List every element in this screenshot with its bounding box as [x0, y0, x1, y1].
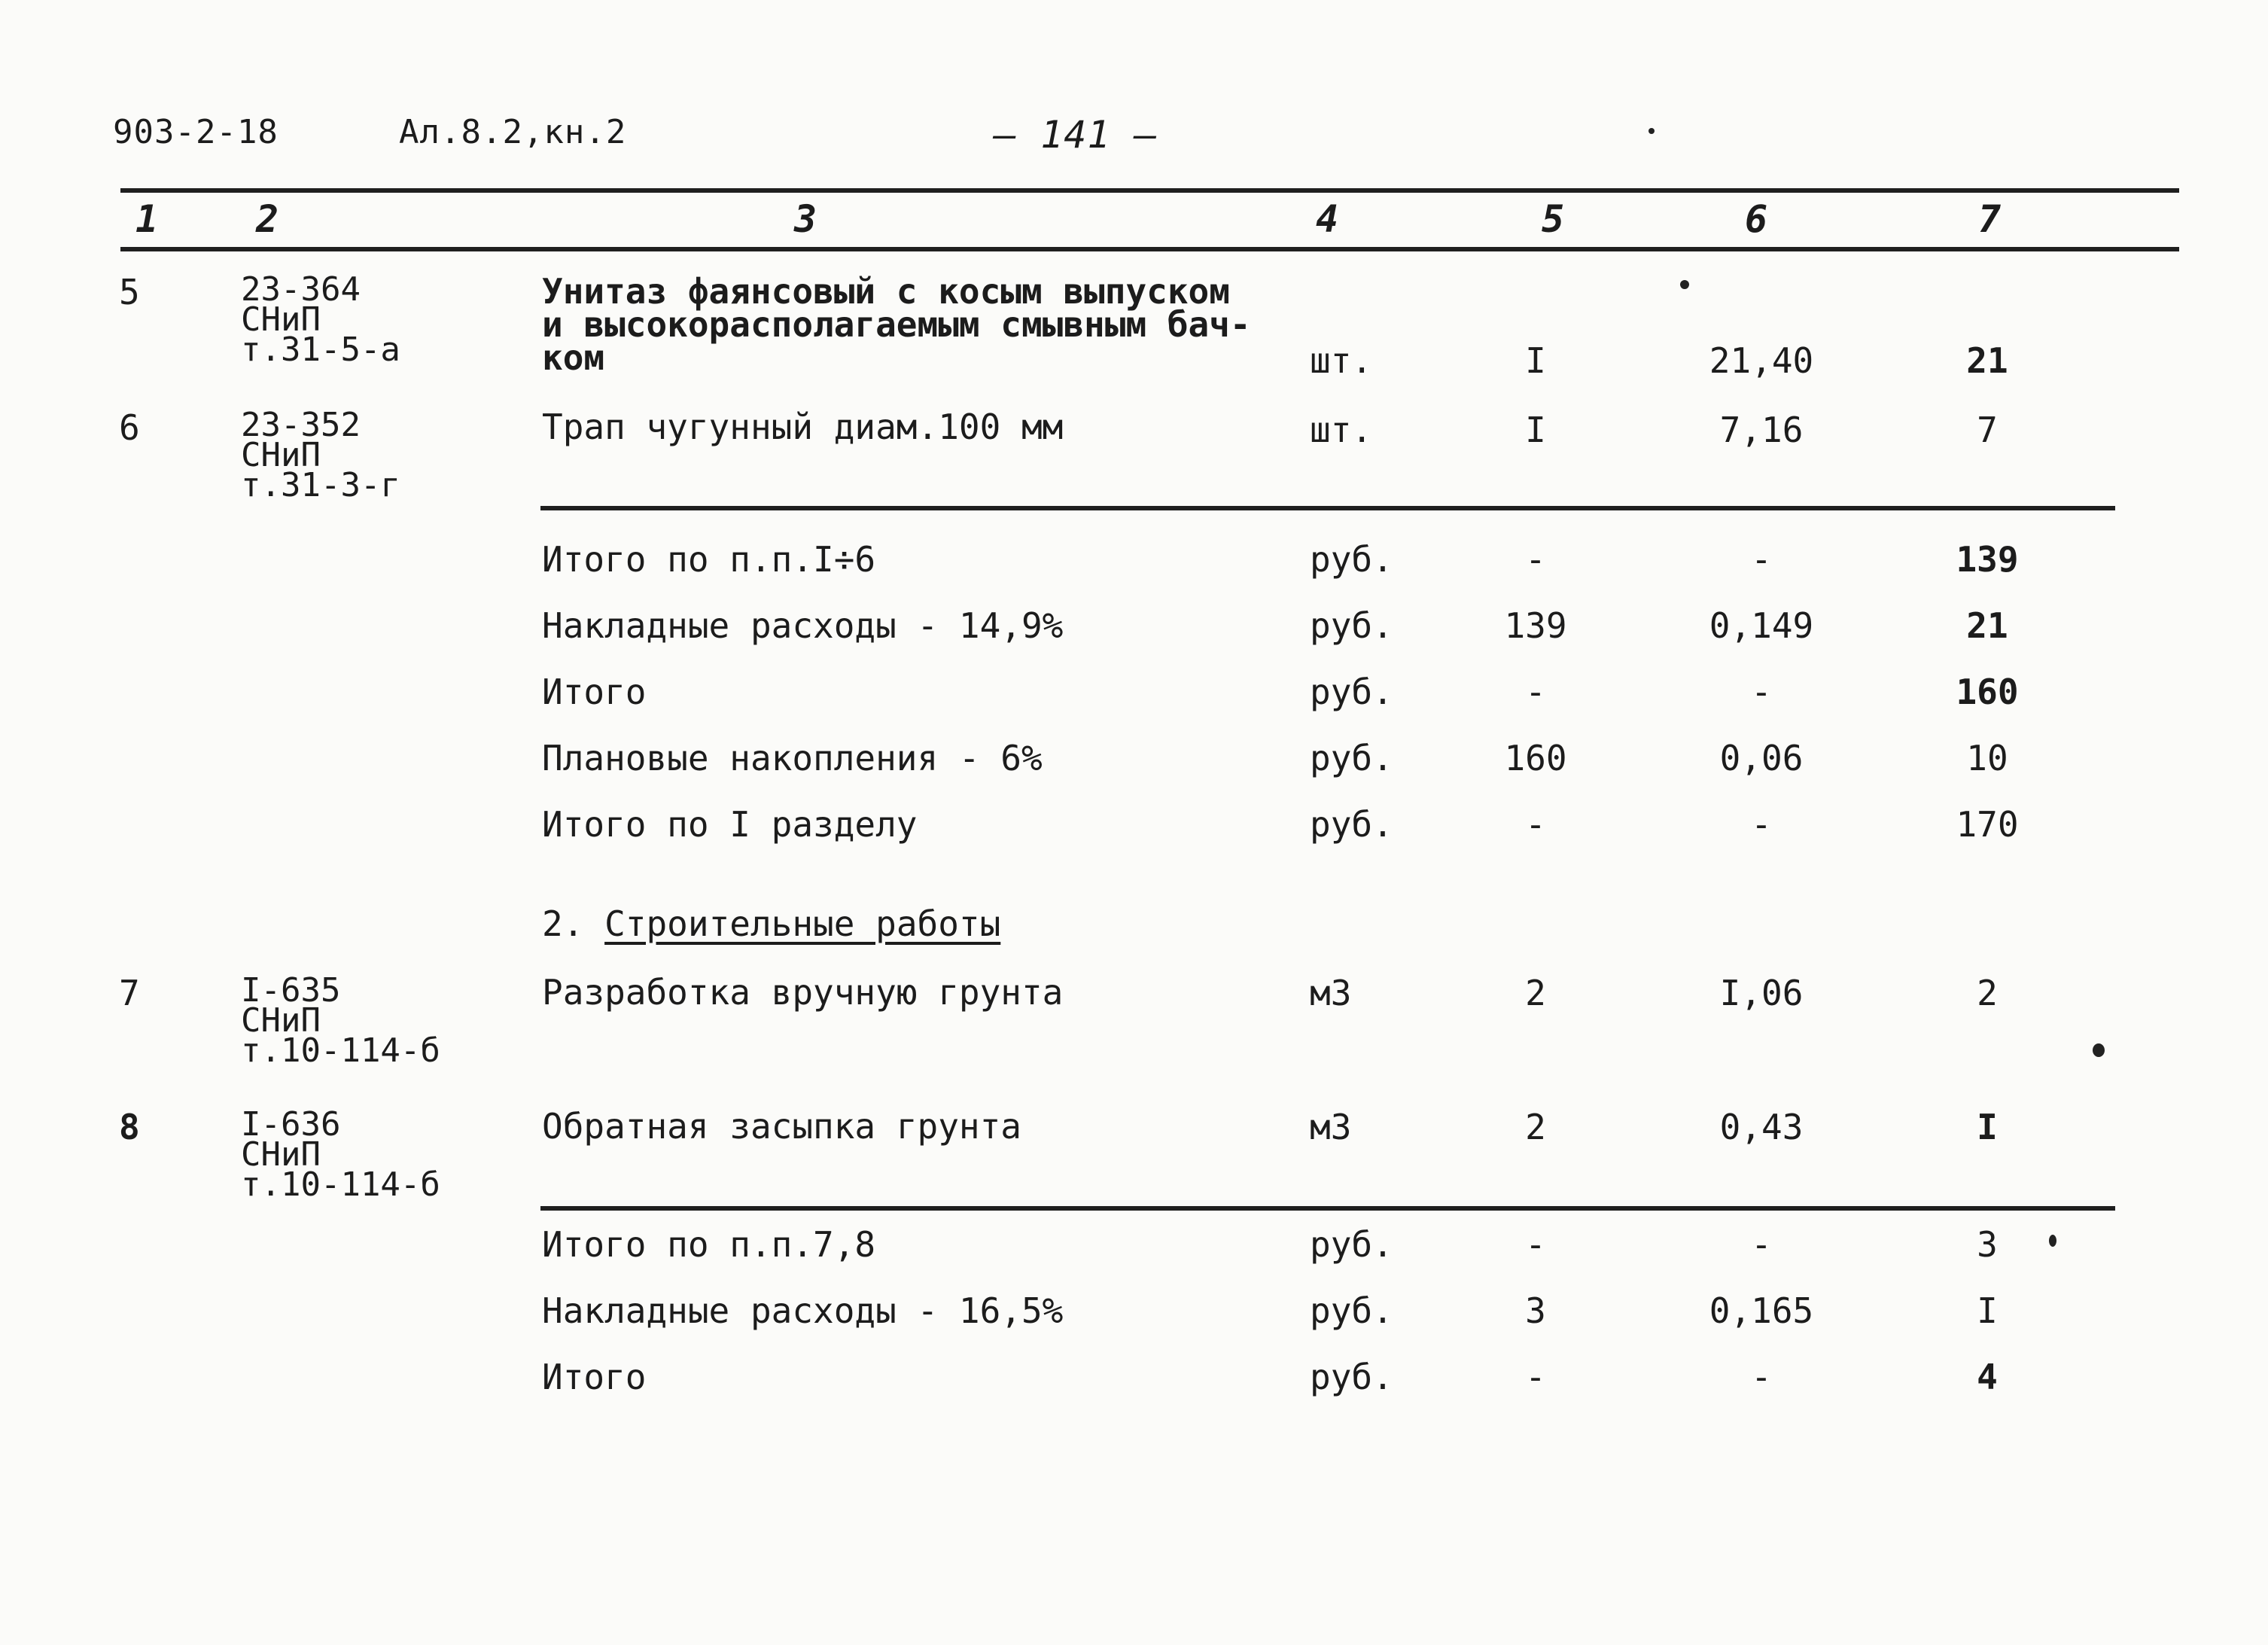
summary-label: Накладные расходы - 16,5% [542, 1290, 1064, 1331]
summary-quantity: 139 [1504, 605, 1567, 646]
summary-unit: руб. [1310, 539, 1393, 580]
summary-label: Итого по п.п.7,8 [542, 1224, 876, 1265]
summary-label: Итого по п.п.I÷6 [542, 539, 876, 580]
unit: м3 [1310, 1107, 1352, 1147]
summary-price: - [1751, 1357, 1772, 1397]
unit-price: 21,40 [1709, 340, 1814, 381]
summary-price: 0,149 [1709, 605, 1814, 646]
summary-label: Итого по I разделу [542, 804, 918, 845]
norm-reference: I-635 СНиП т.10-114-б [241, 971, 440, 1070]
subtotal-rule [540, 1206, 2115, 1211]
summary-price: 0,06 [1719, 738, 1804, 778]
row-number: 6 [119, 407, 140, 448]
item-description: Унитаз фаянсовый с косым выпуском и высокорасполагаемым смывным бач- ком [542, 271, 1251, 378]
summary-quantity: - [1525, 539, 1546, 580]
scan-speck [2049, 1235, 2056, 1247]
summary-price: - [1751, 539, 1772, 580]
summary-label: Накладные расходы - 14,9% [542, 605, 1064, 646]
section-title: Строительные работы [604, 903, 1001, 944]
column-number-4: 4 [1316, 197, 1339, 241]
quantity: I [1525, 340, 1546, 381]
summary-unit: руб. [1310, 1290, 1393, 1331]
document-code: 903-2-18 [113, 113, 279, 151]
summary-total: 4 [1977, 1357, 1998, 1397]
header-bottom-rule [120, 247, 2179, 251]
column-number-1: 1 [135, 197, 159, 241]
summary-total: 139 [1956, 539, 2019, 580]
quantity: 2 [1525, 1107, 1546, 1147]
row-number: 5 [119, 272, 140, 312]
summary-unit: руб. [1310, 672, 1393, 712]
summary-total: 21 [1966, 605, 2008, 646]
summary-total: 10 [1966, 738, 2008, 778]
section-heading [542, 903, 1001, 944]
total: I [1977, 1107, 1998, 1147]
column-number-7: 7 [1978, 197, 2002, 241]
unit: шт. [1310, 340, 1373, 381]
unit: м3 [1310, 973, 1352, 1013]
summary-quantity: 3 [1525, 1290, 1546, 1331]
summary-price: 0,165 [1709, 1290, 1814, 1331]
item-description: Обратная засыпка грунта [542, 1106, 1021, 1147]
section-number: 2. [542, 903, 584, 944]
summary-quantity: 160 [1504, 738, 1567, 778]
total: 2 [1977, 973, 1998, 1013]
album-reference: Ал.8.2,кн.2 [399, 113, 627, 151]
quantity: I [1525, 410, 1546, 450]
summary-price: - [1751, 672, 1772, 712]
row-number: 8 [119, 1107, 140, 1147]
scan-speck [1648, 128, 1655, 134]
norm-reference: 23-364 СНиП т.31-5-а [241, 270, 400, 369]
total: 7 [1977, 410, 1998, 450]
row-number: 7 [119, 973, 140, 1013]
summary-quantity: - [1525, 1357, 1546, 1397]
total: 21 [1966, 340, 2008, 381]
norm-reference: 23-352 СНиП т.31-3-г [241, 406, 400, 504]
column-number-6: 6 [1745, 197, 1768, 241]
table-top-rule [120, 188, 2179, 193]
scan-speck [1680, 280, 1689, 289]
summary-total: 170 [1956, 804, 2019, 845]
column-number-5: 5 [1542, 197, 1565, 241]
summary-label: Итого [542, 1357, 647, 1397]
unit: шт. [1310, 410, 1373, 450]
summary-total: I [1977, 1290, 1998, 1331]
item-description: Трап чугунный диам.100 мм [542, 407, 1064, 447]
column-number-3: 3 [794, 197, 817, 241]
summary-total: 160 [1956, 672, 2019, 712]
subtotal-rule [540, 506, 2115, 510]
unit-price: I,06 [1719, 973, 1804, 1013]
summary-price: - [1751, 804, 1772, 845]
summary-label: Итого [542, 672, 647, 712]
summary-price: - [1751, 1224, 1772, 1265]
item-description: Разработка вручную грунта [542, 972, 1064, 1013]
summary-label: Плановые накопления - 6% [542, 738, 1043, 778]
unit-price: 7,16 [1719, 410, 1804, 450]
quantity: 2 [1525, 973, 1546, 1013]
summary-quantity: - [1525, 672, 1546, 712]
summary-unit: руб. [1310, 738, 1393, 778]
summary-unit: руб. [1310, 804, 1393, 845]
summary-quantity: - [1525, 804, 1546, 845]
column-number-2: 2 [256, 197, 279, 241]
summary-quantity: - [1525, 1224, 1546, 1265]
summary-total: 3 [1977, 1224, 1998, 1265]
summary-unit: руб. [1310, 1357, 1393, 1397]
summary-unit: руб. [1310, 1224, 1393, 1265]
page-number: — 141 — [994, 113, 1158, 157]
summary-unit: руб. [1310, 605, 1393, 646]
scan-speck [2093, 1043, 2105, 1057]
unit-price: 0,43 [1719, 1107, 1804, 1147]
norm-reference: I-636 СНиП т.10-114-б [241, 1105, 440, 1204]
